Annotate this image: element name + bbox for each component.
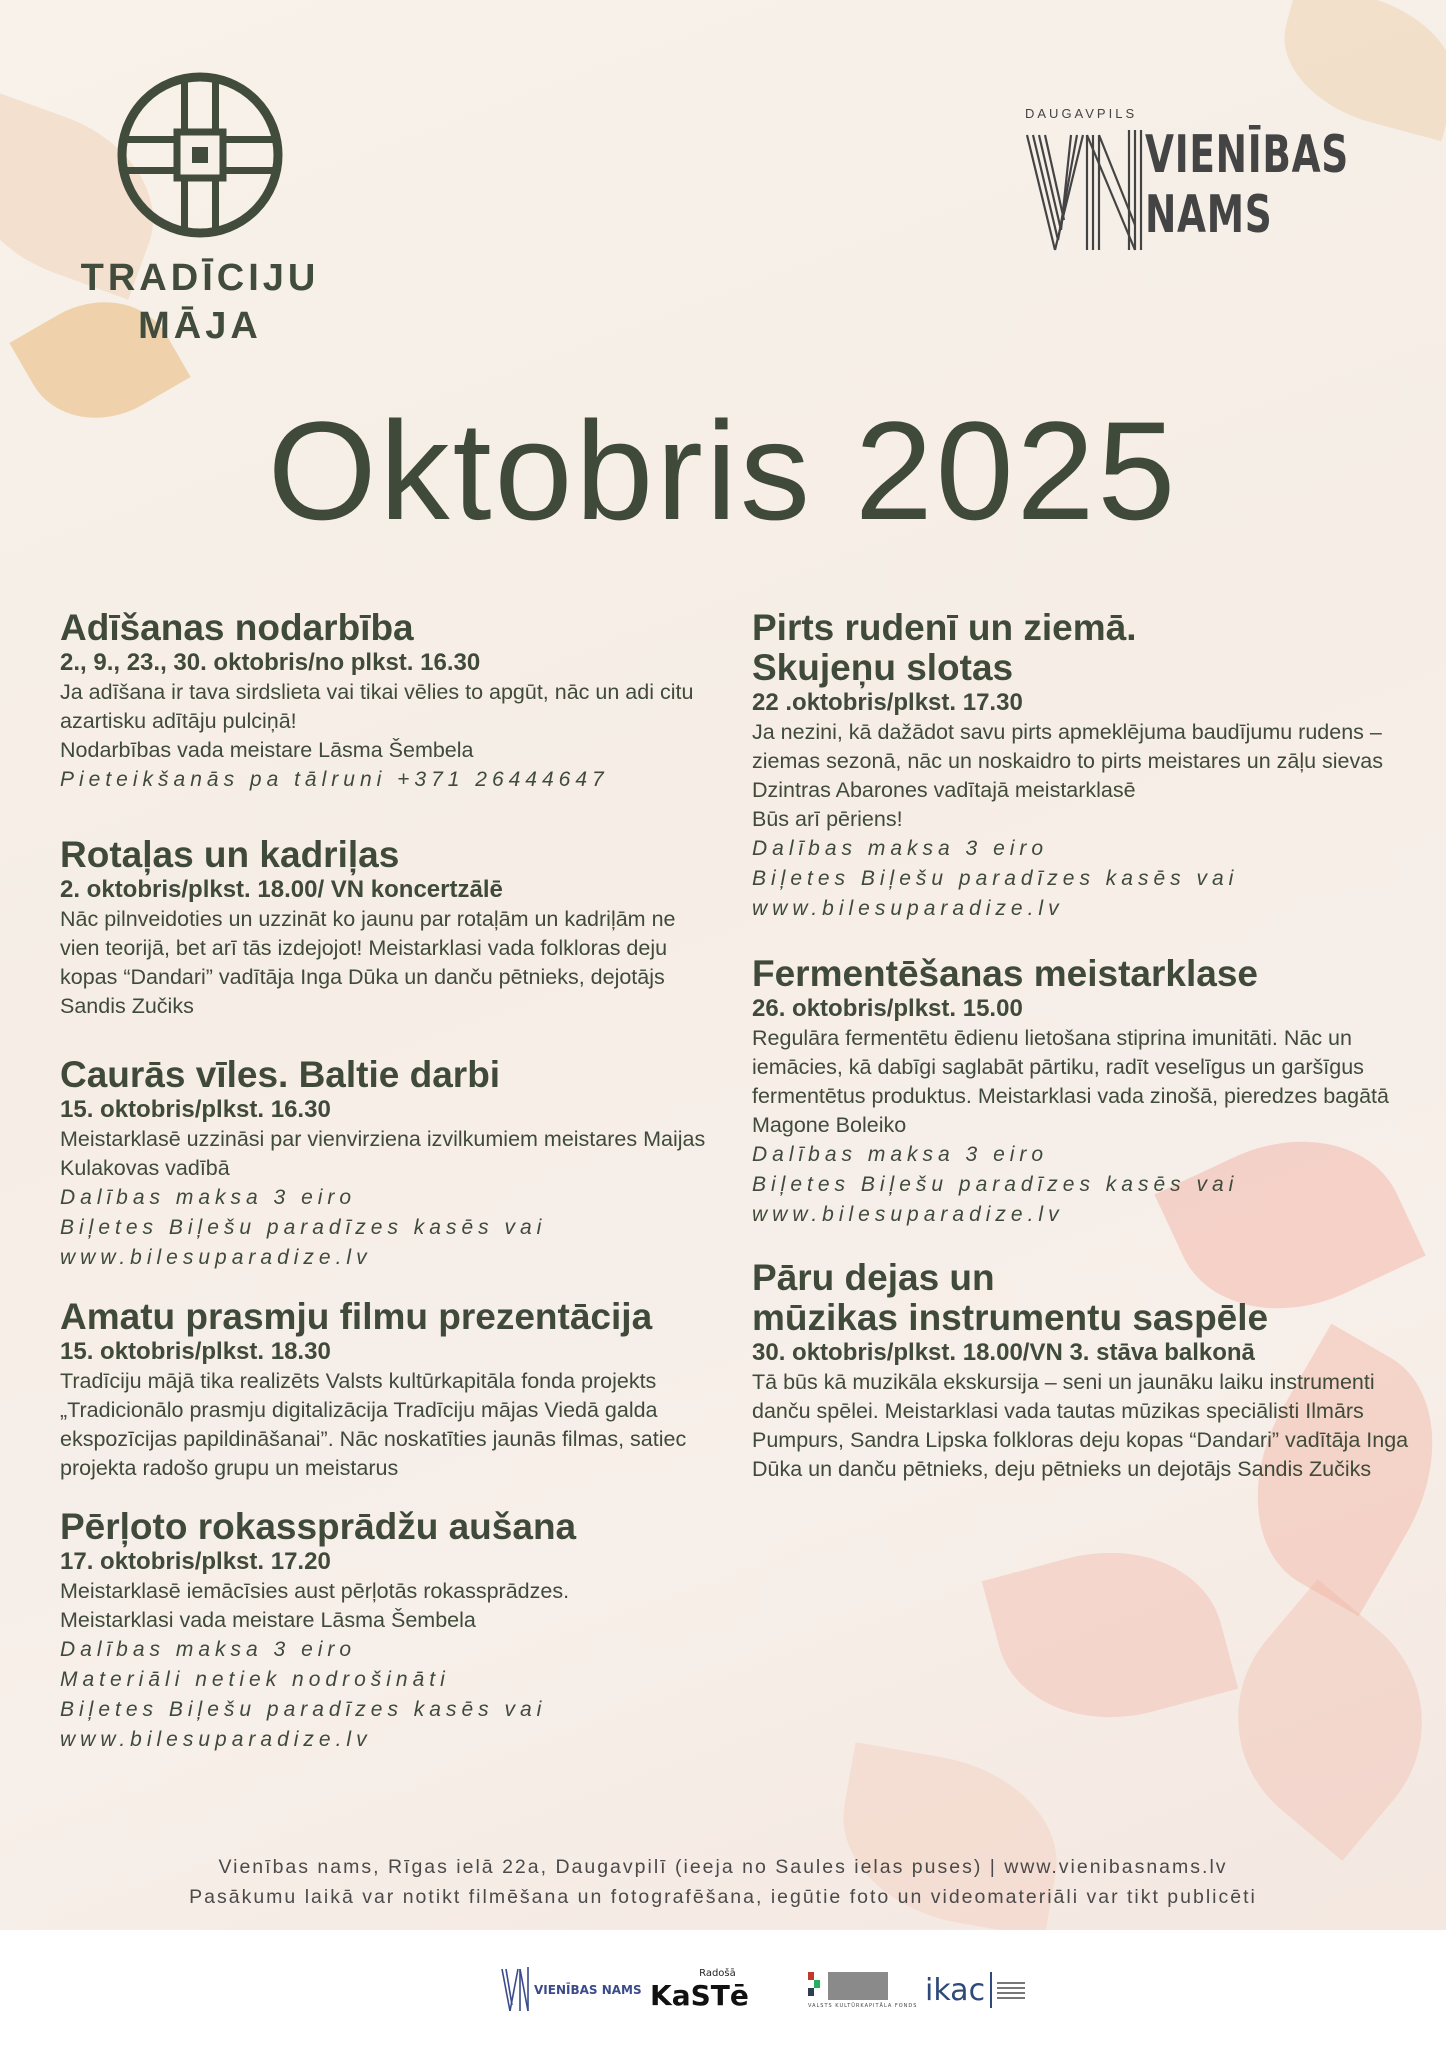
vienibas-nams-logo xyxy=(1025,70,1385,250)
partner-vn-name: VIENĪBAS NAMS xyxy=(534,1983,642,1997)
event-registration: Pieteikšanās pa tālruni +371 26444647 xyxy=(60,768,609,791)
event-description: Ja nezini, kā dažādot savu pirts apmeklējuma baudījumu rudens – ziemas sezonā, nāc un noskaidro to pirts meistares un zāļu sievas Dzintras Abarones vadītajā meistarklasē xyxy=(752,720,1383,802)
footer-disclaimer: Pasākumu laikā var notikt filmēšana un fotografēšana, iegūtie foto un videomateriāli var tikt publicēti xyxy=(189,1886,1257,1908)
event-price: Dalības maksa 3 eiro xyxy=(752,1143,1049,1166)
event-date: 15. oktobris/plkst. 16.30 xyxy=(60,1096,331,1123)
event-description: Nāc pilnveidoties un uzzināt ko jaunu par rotaļām un kadriļām ne vien teorijā, bet arī tās izdejojot! Meistarklasi vada folkloras deju kopas “Dandari” vadītāja Inga Dūka un danču pētnieks, dejotājs Sandis Zučiks xyxy=(60,907,676,1018)
event-date: 2., 9., 23., 30. oktobris/no plkst. 16.30 xyxy=(60,649,481,676)
event-link[interactable]: www.bilesuparadize.lv xyxy=(752,1203,1064,1226)
event-host: Nodarbības vada meistare Lāsma Šembela xyxy=(60,738,474,762)
event-title: Caurās vīles. Baltie darbi xyxy=(60,1054,501,1095)
partner-kaste: KaSTē xyxy=(650,1979,749,2012)
event-materials: Materiāli netiek nodrošināti xyxy=(60,1668,450,1691)
event-description: Tā būs kā muzikāla ekskursija – seni un jaunāku laiku instrumenti danču spēlei. Meistarklasi vada tautas mūzikas speciālisti Ilmārs Pumpurs, Sandra Lipska folkloras deju kopas “Dandari” vadītāja Inga Dūka un danču pētnieks, deju pētnieks un dejotājs Sandis Zučiks xyxy=(752,1370,1409,1481)
event-item xyxy=(752,954,1412,1230)
partner-logo-vkkf xyxy=(808,1960,917,2020)
event-date: 17. oktobris/plkst. 17.20 xyxy=(60,1548,331,1575)
event-item xyxy=(60,1297,720,1483)
ikac-divider xyxy=(990,1972,992,2008)
event-title: Adīšanas nodarbība xyxy=(60,607,414,648)
event-price: Dalības maksa 3 eiro xyxy=(60,1638,357,1661)
event-date: 2. oktobris/plkst. 18.00/ VN koncertzālē xyxy=(60,876,503,903)
vkkf-bar xyxy=(828,1972,888,2000)
tradiciju-maja-name-line1: TRADĪCIJU xyxy=(80,257,320,299)
event-description: Meistarklasē uzzināsi par vienvirziena izvilkumiem meistares Maijas Kulakovas vadībā xyxy=(60,1127,706,1180)
ikac-small-text xyxy=(997,1979,1025,2002)
event-price: Dalības maksa 3 eiro xyxy=(752,837,1049,860)
event-tickets: Biļetes Biļešu paradīzes kasēs vai xyxy=(60,1698,547,1721)
event-title: Pāru dejas un xyxy=(752,1257,995,1298)
events-left-column xyxy=(60,608,720,1785)
footer-address: Vienības nams, Rīgas ielā 22a, Daugavpilī (ieeja no Saules ielas puses) | www.vienibasnams.lv xyxy=(218,1856,1228,1878)
partner-logo-ikac xyxy=(925,1960,1025,2020)
event-title: Pirts rudenī un ziemā. xyxy=(752,607,1137,648)
event-description: Meistarklasē iemācīsies aust pērļotās rokassprādzes. xyxy=(60,1579,570,1603)
event-title-line2: Skujeņu slotas xyxy=(752,647,1014,688)
event-title-line2: mūzikas instrumentu saspēle xyxy=(752,1297,1269,1338)
event-description: Regulāra fermentētu ēdienu lietošana stiprina imunitāti. Nāc un iemācies, kā dabīgi saglabāt pārtiku, radīt veselīgus un garšīgus fermentētus produktus. Meistarklasi vada zinošā, pieredzes bagātā Magone Boleiko xyxy=(752,1026,1389,1137)
vn-small-monogram xyxy=(500,1965,530,2015)
vkkf-emblem-icon xyxy=(808,1972,824,2000)
page-title: Oktobris 2025 xyxy=(267,392,1179,549)
tradiciju-maja-logo xyxy=(70,70,330,350)
event-date: 15. oktobris/plkst. 18.30 xyxy=(60,1338,331,1365)
event-title: Amatu prasmju filmu prezentācija xyxy=(60,1296,653,1337)
tradiciju-maja-name-line2: MĀJA xyxy=(138,305,262,347)
event-item xyxy=(60,1055,720,1273)
event-item xyxy=(60,835,720,1021)
event-title: Pērļoto rokassprādžu aušana xyxy=(60,1506,577,1547)
tradiciju-maja-emblem xyxy=(115,70,285,240)
vn-monogram xyxy=(1025,130,1145,260)
event-tickets: Biļetes Biļešu paradīzes kasēs vai xyxy=(60,1216,547,1239)
partner-logos-bar xyxy=(0,1930,1446,2048)
event-price: Dalības maksa 3 eiro xyxy=(60,1186,357,1209)
partner-vkkf-name: VALSTS KULTŪRKAPITĀLA FONDS xyxy=(808,2002,918,2009)
event-item xyxy=(60,1507,720,1755)
event-date: 22 .oktobris/plkst. 17.30 xyxy=(752,689,1023,716)
event-host: Meistarklasi vada meistare Lāsma Šembela xyxy=(60,1608,476,1632)
event-title: Rotaļas un kadriļas xyxy=(60,834,400,875)
event-note: Būs arī pēriens! xyxy=(752,807,903,831)
events-right-column xyxy=(752,608,1412,1514)
event-item xyxy=(752,1258,1412,1484)
event-tickets: Biļetes Biļešu paradīzes kasēs vai xyxy=(752,867,1239,890)
event-link[interactable]: www.bilesuparadize.lv xyxy=(60,1728,372,1751)
partner-ikac: ikac xyxy=(925,1972,986,2008)
partner-kaste-small: Radošā xyxy=(699,1968,736,1979)
event-date: 30. oktobris/plkst. 18.00/VN 3. stāva balkonā xyxy=(752,1339,1255,1366)
vn-name: VIENĪBAS NAMS xyxy=(1145,125,1349,245)
event-date: 26. oktobris/plkst. 15.00 xyxy=(752,995,1023,1022)
event-description: Ja adīšana ir tava sirdslieta vai tikai vēlies to apgūt, nāc un adi citu azartisku adītāju pulciņā! xyxy=(60,680,694,733)
vn-city: DAUGAVPILS xyxy=(1025,106,1138,121)
partner-logo-vn xyxy=(500,1960,642,2020)
event-tickets: Biļetes Biļešu paradīzes kasēs vai xyxy=(752,1173,1239,1196)
event-link[interactable]: www.bilesuparadize.lv xyxy=(752,897,1064,920)
event-item xyxy=(60,608,720,795)
event-item xyxy=(752,608,1412,924)
event-link[interactable]: www.bilesuparadize.lv xyxy=(60,1246,372,1269)
event-description: Tradīciju mājā tika realizēts Valsts kultūrkapitāla fonda projekts „Tradicionālo prasmju digitalizācija Tradīciju mājas Viedā galda ekspozīcijas papildināšanai”. Nāc noskatīties jaunās filmas, satiec projekta radošo grupu un meistarus xyxy=(60,1369,687,1480)
footer xyxy=(0,1852,1446,1912)
partner-logo-radosa-kaste xyxy=(650,1960,749,2020)
event-title: Fermentēšanas meistarklase xyxy=(752,953,1258,994)
